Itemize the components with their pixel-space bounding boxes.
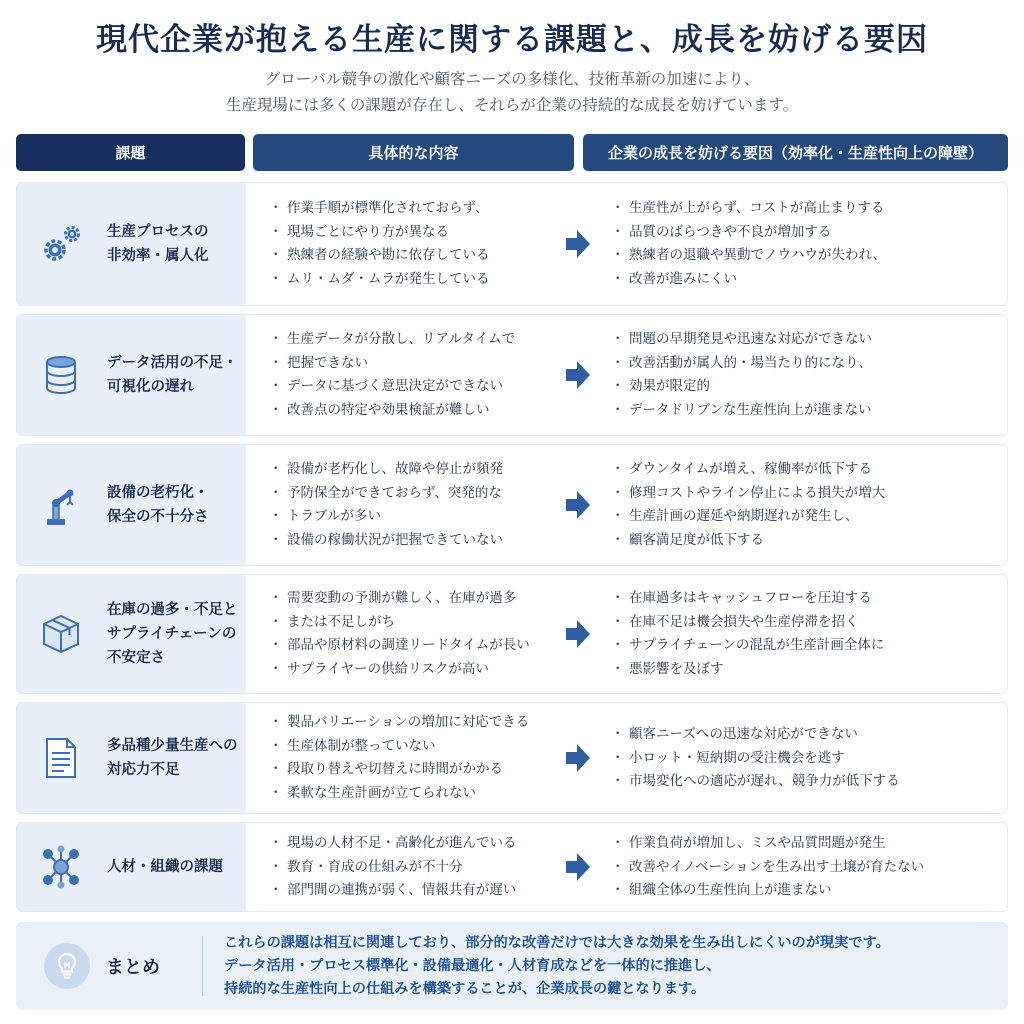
impact-item: ・ 市場変化への適応が遅れ、競争力が低下する xyxy=(613,770,1003,794)
header-issue: 課題 xyxy=(16,134,245,171)
impact-item: ・ 組織全体の生産性向上が進まない xyxy=(613,879,1003,903)
table-row xyxy=(16,822,1008,912)
impact-item: ・ 生産計画の遅延や納期遅れが発生し、 xyxy=(613,505,1003,529)
page-subtitle xyxy=(0,66,1024,118)
header-impacts: 企業の成長を妨げる要因（効率化・生産性向上の障壁） xyxy=(583,134,1008,171)
detail-item: ・ データに基づく意思決定ができない xyxy=(271,375,571,399)
detail-item: ・ 教育・育成の仕組みが不十分 xyxy=(271,855,571,879)
table-row xyxy=(16,314,1008,436)
impact-item: ・ 熟練者の退職や異動でノウハウが失われ、 xyxy=(613,244,1003,268)
arrow-right-icon xyxy=(565,490,591,520)
issue-title: 人材・組織の課題 xyxy=(107,859,223,875)
detail-item: ・ 現場ごとにやり方が異なる xyxy=(271,221,571,245)
arrow-right-icon xyxy=(565,229,591,259)
issue-title: 生産プロセスの 非効率・属人化 xyxy=(107,224,209,264)
detail-item: ・ 作業手順が標準化されておらず、 xyxy=(271,197,571,221)
issue-cell xyxy=(17,823,246,911)
arrow-right-icon xyxy=(565,619,591,649)
detail-item: ・ または不足しがち xyxy=(271,611,571,635)
impact-item: ・ 修理コストやライン停止による損失が増大 xyxy=(613,482,1003,506)
impact-item: ・ 問題の早期発見や迅速な対応ができない xyxy=(613,328,1003,352)
arrow-right-icon xyxy=(565,852,591,882)
details-list xyxy=(271,587,571,681)
arrow-right-icon xyxy=(565,360,591,390)
subtitle-line: 生産現場には多くの課題が存在し、それらが企業の持続的な成長を妨げています。 xyxy=(225,96,799,114)
header-details: 具体的な内容 xyxy=(253,134,574,171)
impacts-list xyxy=(613,328,1003,422)
summary-line: データ活用・プロセス標準化・設備最適化・人材育成などを一体的に推進し、 xyxy=(224,958,721,974)
issue-cell xyxy=(17,183,246,305)
detail-item: ・ 予防保全ができておらず、突発的な xyxy=(271,482,571,506)
details-list xyxy=(271,197,571,291)
detail-item: ・ サプライヤーの供給リスクが高い xyxy=(271,658,571,682)
summary-box xyxy=(16,922,1008,1010)
gears-icon xyxy=(37,220,85,268)
issue-cell xyxy=(17,575,246,693)
detail-item: ・ 熟練者の経験や勘に依存している xyxy=(271,244,571,268)
details-list xyxy=(271,458,571,552)
database-icon xyxy=(37,351,85,399)
detail-item: ・ 製品バリエーションの増加に対応できる xyxy=(271,711,571,735)
detail-item: ・ 把握できない xyxy=(271,352,571,376)
impact-item: ・ 悪影響を及ぼす xyxy=(613,658,1003,682)
detail-item: ・ 需要変動の予測が難しく、在庫が過多 xyxy=(271,587,571,611)
impact-item: ・ 作業負荷が増加し、ミスや品質問題が発生 xyxy=(613,832,1003,856)
detail-item: ・ 現場の人材不足・高齢化が進んでいる xyxy=(271,832,571,856)
impact-item: ・ 顧客ニーズへの迅速な対応ができない xyxy=(613,723,1003,747)
impact-item: ・ 在庫過多はキャッシュフローを圧迫する xyxy=(613,587,1003,611)
impact-item: ・ 小ロット・短納期の受注機会を逃す xyxy=(613,746,1003,770)
robot-arm-icon xyxy=(37,481,85,529)
summary-line: 持続的な生産性向上の仕組みを構築することが、企業成長の鍵となります。 xyxy=(224,981,706,997)
detail-item: ・ 生産データが分散し、リアルタイムで xyxy=(271,328,571,352)
issue-title: データ活用の不足・ 可視化の遅れ xyxy=(107,355,238,395)
issue-title: 設備の老朽化・ 保全の不十分さ xyxy=(107,485,209,525)
detail-item: ・ 設備が老朽化し、故障や停止が頻発 xyxy=(271,458,571,482)
summary-line: これらの課題は相互に関連しており、部分的な改善だけでは大きな効果を生み出しにくいのが現実です。 xyxy=(224,935,890,951)
detail-item: ・ 柔軟な生産計画が立てられない xyxy=(271,782,571,806)
box-icon xyxy=(37,610,85,658)
lightbulb-icon xyxy=(44,943,90,989)
issue-cell xyxy=(17,703,246,813)
impacts-list xyxy=(613,723,1003,794)
impact-item: ・ 改善やイノベーションを生み出す土壌が育たない xyxy=(613,855,1003,879)
detail-item: ・ 改善点の特定や効果検証が難しい xyxy=(271,399,571,423)
impact-item: ・ 生産性が上がらず、コストが高止まりする xyxy=(613,197,1003,221)
impact-item: ・ サプライチェーンの混乱が生産計画全体に xyxy=(613,634,1003,658)
table-row xyxy=(16,574,1008,694)
table-row xyxy=(16,444,1008,566)
impact-item: ・ データドリブンな生産性向上が進まない xyxy=(613,399,1003,423)
impact-item: ・ 改善が進みにくい xyxy=(613,268,1003,292)
impact-item: ・ 改善活動が属人的・場当たり的になり、 xyxy=(613,352,1003,376)
impact-item: ・ 品質のばらつきや不良が増加する xyxy=(613,221,1003,245)
details-list xyxy=(271,328,571,422)
impact-item: ・ 効果が限定的 xyxy=(613,375,1003,399)
summary-divider xyxy=(202,936,203,996)
detail-item: ・ 部品や原材料の調達リードタイムが長い xyxy=(271,634,571,658)
network-icon xyxy=(37,843,85,891)
impacts-list xyxy=(613,587,1003,681)
impact-item: ・ ダウンタイムが増え、稼働率が低下する xyxy=(613,458,1003,482)
detail-item: ・ 部門間の連携が弱く、情報共有が遅い xyxy=(271,879,571,903)
page-title: 現代企業が抱える生産に関する課題と、成長を妨げる要因 xyxy=(96,22,928,58)
detail-item: ・ ムリ・ムダ・ムラが発生している xyxy=(271,268,571,292)
details-list xyxy=(271,711,571,805)
detail-item: ・ 設備の稼働状況が把握できていない xyxy=(271,529,571,553)
summary-label: まとめ xyxy=(106,957,160,978)
issue-title: 在庫の過多・不足と サプライチェーンの 不安定さ xyxy=(107,602,238,666)
detail-item: ・ 生産体制が整っていない xyxy=(271,735,571,759)
issue-title: 多品種少量生産への 対応力不足 xyxy=(107,738,238,778)
issue-cell xyxy=(17,445,246,565)
detail-item: ・ トラブルが多い xyxy=(271,505,571,529)
details-list xyxy=(271,832,571,903)
impact-item: ・ 在庫不足は機会損失や生産停滞を招く xyxy=(613,611,1003,635)
table-row xyxy=(16,182,1008,306)
arrow-right-icon xyxy=(565,743,591,773)
impact-item: ・ 顧客満足度が低下する xyxy=(613,529,1003,553)
summary-text xyxy=(224,932,994,1001)
subtitle-line: グローバル競争の激化や顧客ニーズの多様化、技術革新の加速により、 xyxy=(264,70,760,88)
issue-cell xyxy=(17,315,246,435)
detail-item: ・ 段取り替えや切替えに時間がかかる xyxy=(271,758,571,782)
impacts-list xyxy=(613,197,1003,291)
document-icon xyxy=(37,734,85,782)
table-row xyxy=(16,702,1008,814)
impacts-list xyxy=(613,832,1003,903)
impacts-list xyxy=(613,458,1003,552)
